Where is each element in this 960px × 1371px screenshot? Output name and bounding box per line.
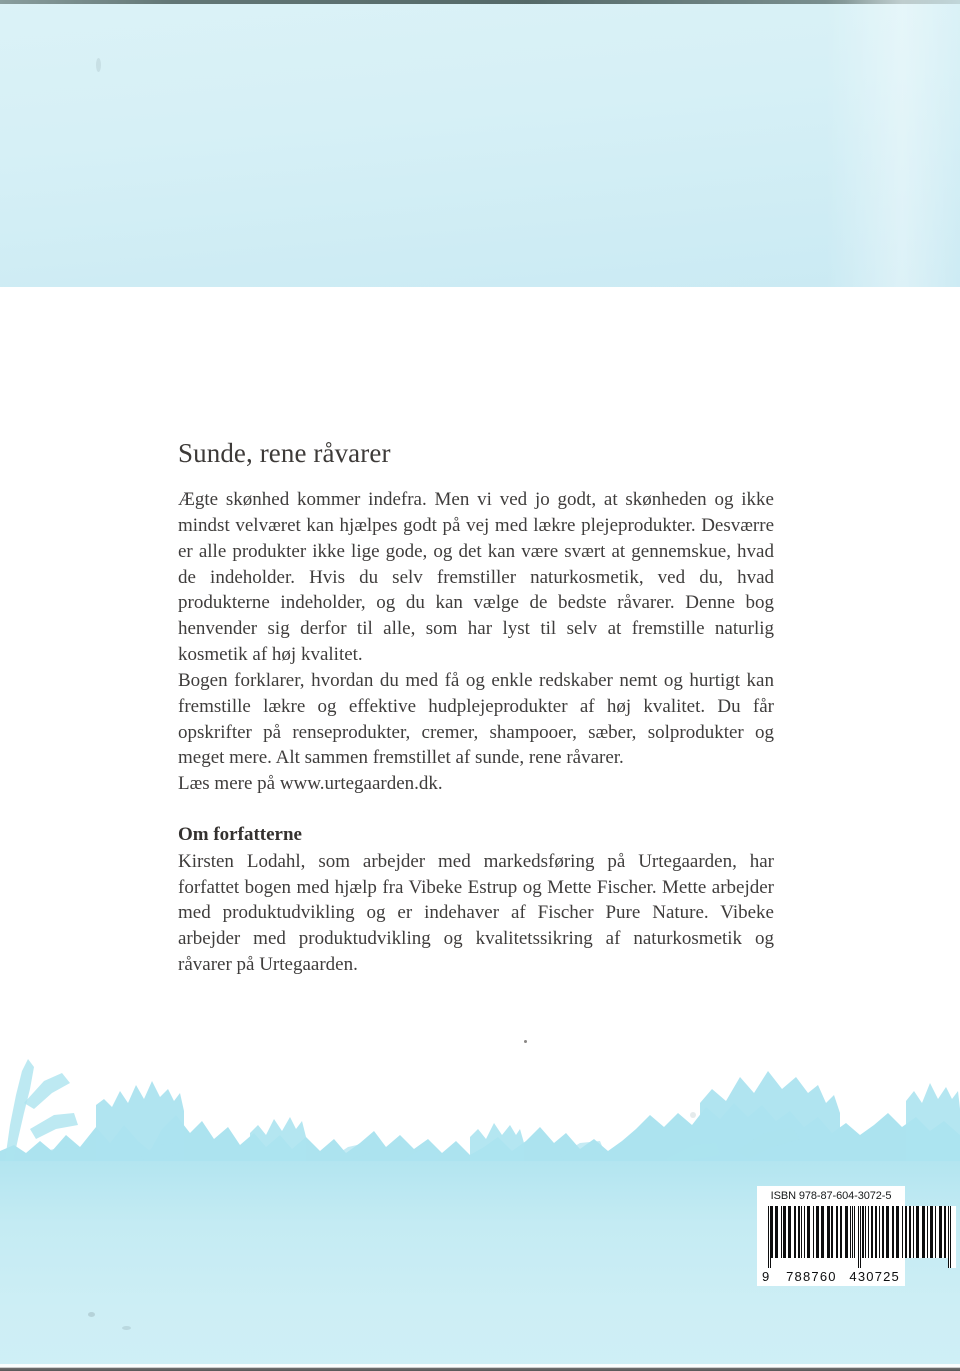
authors-heading: Om forfatterne [178,823,302,845]
blurb-paragraph-1: Ægte skønhed kommer indefra. Men vi ved jo godt, at skønheden og ikke mindst velværet kan hjælpes godt på vej med lækre plejeprodukter. Desværre er alle produkter ikke lige gode, og det kan være svært at gennemskue, hvad de indeholder. Hvis du selv fremstiller naturkosmetik, ved du, hvad produkterne indeholder, og du kan vælge de bedste råvarer. Denne bog henvender sig derfor til alle, som har lyst til selv at fremstille naturlig kosmetik af høj kvalitet. [178,489,774,666]
back-cover-text-column [178,438,774,978]
foliage-silhouette-decoration [0,1055,960,1175]
barcode-space [951,1206,956,1268]
barcode-digits [761,1268,901,1284]
barcode-graphic [761,1206,901,1268]
barcode-right-group: 430725 [849,1269,900,1285]
barcode-space [761,1206,768,1268]
isbn-label: ISBN 978-87-604-3072-5 [770,1190,892,1202]
top-panel-highlight [0,0,960,287]
cover-bottom-edge [0,1364,960,1371]
book-title: Sunde, rene råvarer [178,438,391,468]
isbn-barcode-block [757,1186,905,1286]
website-line: Læs mere på www.urtegaarden.dk. [178,773,443,795]
barcode-left-group: 788760 [786,1269,837,1285]
barcode-lead-digit: 9 [762,1269,771,1285]
print-speck [524,1040,527,1043]
blurb-paragraph-2: Bogen forklarer, hvordan du med få og enkle redskaber nemt og hurtigt kan fremstille lækre og effektive hudplejeprodukter af høj kvalitet. Du får opskrifter på renseprodukter, cremer, shampooer, sæber, solprodukter og meget mere. Alt sammen fremstillet af sunde, rene råvarer. [178,669,774,769]
top-cyan-panel [0,0,960,287]
cover-top-edge [0,0,960,4]
book-blurb [178,487,774,797]
authors-text-block [178,849,774,978]
authors-paragraph: Kirsten Lodahl, som arbejder med markedsføring på Urtegaarden, har forfattet bogen med hjælp fra Vibeke Estrup og Mette Fischer. Mette arbejder med produktudvikling og er indehaver af Fischer Pure Nature. Vibeke arbejder med produktudvikling og kvalitetssikring af naturkosmetik og råvarer på Urtegaarden. [178,850,774,975]
